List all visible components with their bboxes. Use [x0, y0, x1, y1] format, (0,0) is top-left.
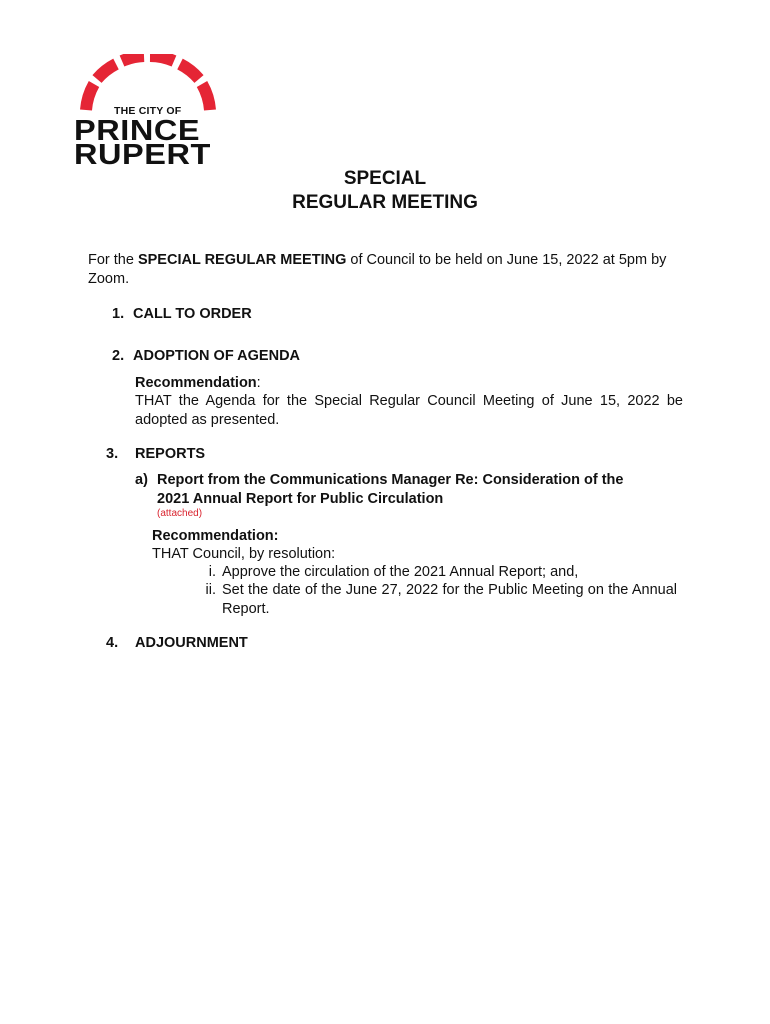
point-number: i.: [208, 564, 216, 580]
item-3-number: 3.: [106, 446, 119, 462]
item-3a-recommendation-intro: THAT Council, by resolution:: [152, 546, 336, 562]
item-2-label: ADOPTION OF AGENDA: [133, 348, 301, 364]
intro-bold: SPECIAL REGULAR MEETING: [137, 252, 347, 268]
city-logo: [74, 54, 222, 171]
item-3a-recommendation-label: Recommendation:: [152, 528, 279, 544]
item-4-number: 4.: [106, 635, 119, 651]
item-2-recommendation-label: [135, 374, 261, 393]
page-title-line2: REGULAR MEETING: [292, 192, 478, 213]
point-text: Set the date of the June 27, 2022 for the Public Meeting on the Annual Report.: [222, 582, 677, 617]
intro-suffix: of Council to be held on June 15, 2022 at 5pm by Zoom.: [88, 252, 667, 287]
item-3a-letter: a): [135, 472, 148, 488]
intro-prefix: For the: [88, 252, 138, 268]
point-text: Approve the circulation of the 2021 Annual Report; and,: [222, 564, 579, 580]
logo-prince-text: PRINCE: [74, 115, 201, 147]
item-4-label: ADJOURNMENT: [135, 635, 248, 651]
item-2-rec-label-text: Recommendation: [135, 375, 257, 391]
point-number: ii.: [205, 582, 216, 598]
item-2-rec-colon: :: [256, 375, 261, 391]
logo-city-of-text: THE CITY OF: [114, 105, 182, 117]
item-2-number: 2.: [112, 348, 125, 364]
page-title-line1: SPECIAL: [343, 168, 427, 189]
intro-paragraph: [88, 251, 688, 289]
item-3a-title: Report from the Communications Manager Re: Consideration of the 2021 Annual Report for Public Circulation: [157, 472, 624, 507]
item-2-recommendation-text: THAT the Agenda for the Special Regular Council Meeting of June 15, 2022 be adopted as presented.: [135, 393, 683, 428]
item-1-label: CALL TO ORDER: [133, 306, 252, 322]
item-3a-attached-note: (attached): [157, 508, 203, 519]
item-1-number: 1.: [112, 306, 125, 322]
item-3-label: REPORTS: [135, 446, 206, 462]
logo-rupert-text: RUPERT: [74, 139, 211, 171]
